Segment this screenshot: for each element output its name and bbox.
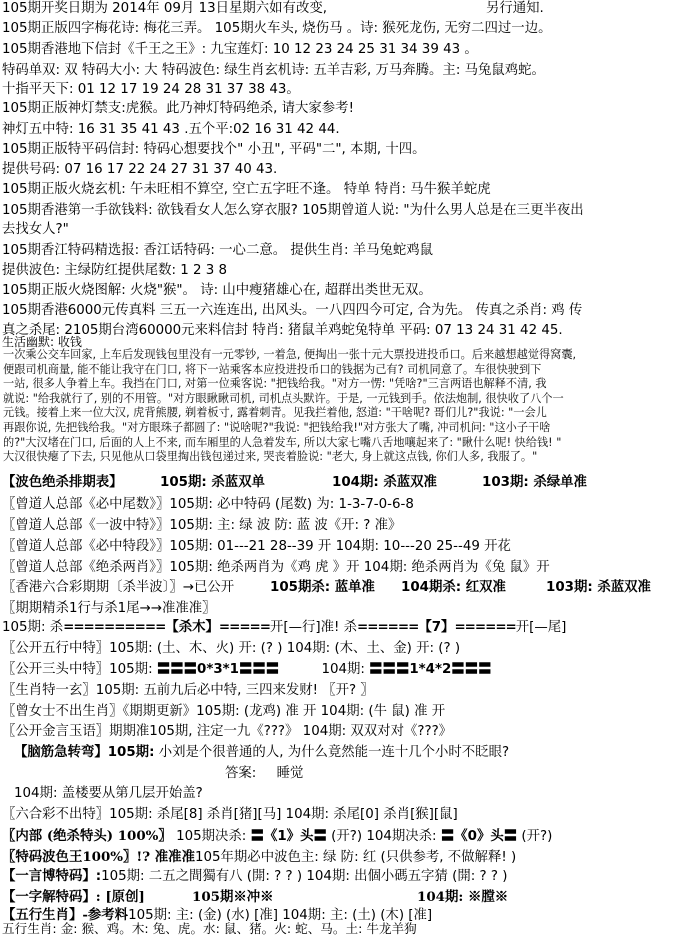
must-segment-line <box>2 539 511 555</box>
ms-zeng-line <box>2 704 445 720</box>
one-wave-line <box>2 518 401 534</box>
one-char-title: 【一字解特码】: [原创] <box>2 889 145 905</box>
five-element-line <box>2 641 460 657</box>
story-line: 元钱。接着上来一位大汉, 虎背熊腰, 剃着板寸, 露着刺青。见我拦着他, 怒道: "干啥呢? 哥们儿?"我说: "一会儿 <box>3 406 547 420</box>
fire-diagram-text: 105期正版火烧图解: 火烧"猴"。 诗: 山中瘦猪雄心在, 超群出类世无双。 <box>2 283 432 298</box>
story-line: 便跟司机商量, 能不能让我守在门口, 将下一站乘客本应投进投币口的钱据为己有? 司机同意了。车很快驶到下 <box>3 362 542 376</box>
three-head-code-104: 〓〓〓1*4*2〓〓〓 <box>369 662 492 677</box>
wave-color-text: 提供波色: 主绿防红提供尾数: 1 2 3 8 <box>2 263 228 278</box>
story-line: 再跟你说, 先把钱给我。"对方眼珠子都圆了: "说啥呢?"我说: "把钱给我!"对方张大了嘴, 冲司机问: "这小子干啥 <box>3 420 551 434</box>
story-line: 的?"大汉堵在门口, 后面的人上不来, 而车厢里的人急着发车, 所以大家七嘴八舌地嚷起来了: "瞅什么呢! 快给钱! " <box>3 435 562 449</box>
fire-mystery-text: 105期正版火烧玄机: 午未旺相不算空, 空亡五字旺不逢。 特单 特肖: 马牛猴羊蛇虎 <box>2 182 491 197</box>
story-line: 就说: "给我就行了, 别的不用管。"对方眼瞅瞅司机, 司机点头默许。于是, 一元钱到手。依法炮制, 很快收了八个一 <box>3 391 564 405</box>
hk-first-hand-cont-text: 去找女人?" <box>2 222 69 237</box>
wave-king-text: 105年期必中波色主: 绿 防: 红 (只供参考, 不做解释! ) <box>194 850 517 865</box>
line-wave-color <box>2 263 227 279</box>
kill-two-text: 〖曾道人总部《绝杀两肖》〗105期: 绝杀两肖为《鸡 虎 》开 104期: 绝杀两肖为《兔 鼠》开 <box>2 560 550 575</box>
code-odd-even-text: 特码单双: 双 特码大小: 大 特码波色: 绿生肖玄机诗: 五羊吉彩, 万马奔腾。主: 马兔鼠鸡蛇。 <box>2 63 545 78</box>
separator: ========== <box>63 620 166 635</box>
lamp-five-text: 神灯五中特: 16 31 35 41 43 .五个平:02 16 31 42 44. <box>2 122 340 137</box>
wave-kill-title: 【波色绝杀排期表】 <box>2 475 123 490</box>
humor-story <box>3 348 683 465</box>
must-tail-line <box>2 497 414 513</box>
story-line: 大汉很快瘪了下去, 只见他从口袋里掏出钱包递过来, 哭丧着脸说: "老大, 身上就这点钱, 你们人多, 我服了。" <box>3 450 538 464</box>
line-fax-tail <box>2 323 563 339</box>
wave-kill-105: 105期: 杀蓝双单 <box>160 475 265 490</box>
lamp-ban-text: 105期正版神灯禁支:虎猴。此乃神灯特码绝杀, 请大家参考! <box>2 101 354 116</box>
line-fire-mystery <box>2 182 491 198</box>
one-char-105: 105期※冲※ <box>192 889 274 905</box>
ms-zeng-text: 〖曾女士不出生肖〗《期期更新》105期: (龙鸡) 准 开 104期: (牛 鼠) 准 开 <box>2 704 446 719</box>
one-word-code-title: 【一言博特码】: <box>2 869 102 884</box>
kill-two-line <box>2 560 550 576</box>
kill-wood-mid: 开[—行]准! 杀 <box>269 620 358 635</box>
provided-numbers-text: 提供号码: 07 16 17 22 24 27 31 37 40 43. <box>2 162 278 177</box>
five-element-text: 〖公开五行中特〗105期: (土、木、火) 开: (? ) 104期: (木、土、金) 开: (? ) <box>2 641 461 656</box>
kill-wood-suffix: 开[—尾] <box>515 620 567 635</box>
kill-wood-prefix: 105期: 杀 <box>2 620 64 635</box>
fax-6000-text: 105期香港6000元传真料 三五一六连连出, 出风头。一八四四今可定, 合为先。 传真之杀肖: 鸡 传 <box>2 303 583 318</box>
notice-text: 另行通知. <box>486 1 544 16</box>
draw-date-text: 105期开奖日期为 2014年 09月 13日星期六如有改变, <box>2 1 327 16</box>
wave-kill-103: 103期: 杀绿单准 <box>482 475 587 490</box>
kill-tail-label: 【7】 <box>418 620 455 635</box>
golden-words-text: 〖公开金言玉语〗期期准105期, 注定一九《???》 104期: 双双对对《???》 <box>2 724 453 739</box>
story-line: 一站, 很多人争着上车。我挡在门口, 对第一位乘客说: "把钱给我。"对方一愣: "凭啥?"三言两语也解释不清, 我 <box>3 377 547 391</box>
kill-row-tail-line <box>2 601 216 617</box>
answer-value: 睡觉 <box>276 766 304 781</box>
internal-kill-code-104: 〓《0》头〓 <box>440 829 518 844</box>
hk-half-wave-title: 〖香港六合彩期期〔杀半波〕〗→已公开 <box>2 580 235 595</box>
five-zodiac-list-text: 五行生肖: 金: 猴、鸡。木: 兔、虎。水: 鼠、猪。火: 蛇、马。土: 牛龙羊狗 <box>2 921 417 936</box>
three-head-104-label: 104期: <box>321 662 365 677</box>
line-hk-envelope <box>2 42 478 58</box>
hk-first-hand-text: 105期香港第一手欲钱料: 欲钱看女人怎么穿衣服? 105期曾道人说: "为什么男人总是在三更半夜出 <box>2 203 584 218</box>
must-tail-text: 〖曾道人总部《必中尾数》〗105期: 必中特码 (尾数) 为: 1-3-7-0-6-8 <box>2 497 414 512</box>
line-provided-numbers <box>2 162 277 178</box>
line-fire-diagram <box>2 283 432 299</box>
line-xiangjiang <box>2 243 433 259</box>
flat-code-text: 105期正版特平码信封: 特码心想要找个" 小丑", 平码"二", 本期, 十四。 <box>2 142 426 157</box>
answer-label: 答案: <box>225 766 257 781</box>
internal-kill-105-label: 105期决杀: <box>176 829 247 844</box>
wave-king-title: 〖特码波色王100%〗!? 准准准 <box>2 849 195 865</box>
must-segment-text: 〖曾道人总部《必中特段》〗105期: 01---21 28--39 开 104期: 10---20 25--49 开花 <box>2 539 511 554</box>
wave-kill-schedule <box>2 475 587 491</box>
five-zodiac-title: 【五行生肖】-参考料 <box>2 907 129 923</box>
line-flat-code <box>2 142 426 158</box>
humor-title-text: 生活幽默: 收钱 <box>2 335 82 349</box>
line-lamp-five <box>2 122 340 138</box>
ten-fingers-text: 十指平天下: 01 12 17 19 24 28 31 37 38 43。 <box>2 82 300 97</box>
story-line: 一次乘公交车回家, 上车后发现钱包里没有一元零钞, 一着急, 便掏出一张十元大票投进投币口。后来越想越觉得窝囊, <box>3 348 577 361</box>
fax-tail-text: 真之杀尾: 2105期台湾60000元来料信封 特肖: 猪鼠羊鸡蛇兔特单 平码: 07 13 24 31 42 45. <box>2 323 563 338</box>
one-wave-text: 〖曾道人总部《一波中特》〗105期: 主: 绿 波 防: 蓝 波《开: ? 准》 <box>2 518 402 533</box>
hk-envelope-text: 105期香港地下信封《千王之王》: 九宝莲灯: 10 12 23 24 25 31 34 39 43 。 <box>2 42 478 57</box>
brain-teaser-title: 【脑筋急转弯】105期: <box>14 745 155 760</box>
hk-half-wave-line <box>2 580 651 596</box>
golden-words-line <box>2 724 452 740</box>
separator: ====== <box>357 620 419 635</box>
line-ten-fingers <box>2 82 300 98</box>
brain-teaser-question: 小刘是个很普通的人, 为什么竟然能一连十几个小时不眨眼? <box>154 745 510 760</box>
one-word-code-text: 105期: 二五之間獨有八 (開: ? ? ) 104期: 出個小碼五字猜 (開: ? ? ) <box>101 869 508 884</box>
line-fax-6000 <box>2 303 582 319</box>
floor-question-line <box>14 786 203 802</box>
no-special-text: 〖六合彩不出特〗105期: 杀尾[8] 杀肖[猪][马] 104期: 杀尾[0] 杀肖[猴][鼠] <box>2 807 458 822</box>
half-wave-105: 105期杀: 蓝单准 <box>270 580 375 595</box>
zodiac-special-line <box>2 683 374 699</box>
plum-poem-text: 105期正版四字梅花诗: 梅花三弄。 105期火车头, 烧伤马 。诗: 猴死龙伤, 无穷二四过一边。 <box>2 21 552 36</box>
internal-kill-open: (开?) <box>521 829 553 844</box>
wave-king-line <box>2 849 516 866</box>
line-draw-date <box>2 1 544 17</box>
no-special-line <box>2 807 458 823</box>
internal-kill-line <box>2 828 552 845</box>
internal-kill-code-105: 〓《1》头〓 <box>250 829 327 844</box>
three-head-code-105: 〓〓〓0*3*1〓〓〓 <box>156 662 280 677</box>
line-lamp-ban <box>2 101 354 117</box>
brain-teaser-answer <box>225 766 303 782</box>
xiangjiang-text: 105期香江特码精选报: 香江话特码: 一心二意。 提供生肖: 羊马兔蛇鸡鼠 <box>2 243 434 258</box>
line-plum-poem <box>2 21 551 37</box>
half-wave-103: 103期: 杀蓝双准 <box>546 580 651 595</box>
kill-wood-label: 【杀木】 <box>165 620 219 635</box>
one-char-line <box>2 889 509 906</box>
line-code-odd-even <box>2 63 545 79</box>
internal-kill-104-label: (开?) 104期决杀: <box>331 829 437 844</box>
one-word-code-line <box>2 869 507 885</box>
wave-kill-104: 104期: 杀蓝双准 <box>332 475 437 490</box>
separator: ===== <box>218 620 270 635</box>
three-head-line <box>2 662 491 678</box>
kill-wood-line <box>2 620 566 636</box>
internal-kill-title: 〖内部 (绝杀特头) 100%〗 <box>2 828 172 844</box>
brain-teaser-line <box>14 745 509 761</box>
one-char-104: 104期: ※膛※ <box>417 889 509 905</box>
three-head-title: 〖公开三头中特〗105期: <box>2 662 153 677</box>
kill-row-tail-text: 〖期期精杀1行与杀1尾→→准准准〗 <box>2 601 216 616</box>
separator: ====== <box>454 620 516 635</box>
line-hk-first-hand <box>2 203 584 219</box>
line-hk-first-hand-cont <box>2 222 69 238</box>
floor-question-text: 104期: 盖楼要从第几层开始盖? <box>14 786 203 801</box>
five-zodiac-text: 105期: 主: (金) (水) [准] 104期: 主: (土) (木) [准] <box>128 908 433 923</box>
zodiac-special-text: 〖生肖特一玄〗105期: 五前九后必中特, 三四来发财! 〖开? 〗 <box>2 683 374 698</box>
half-wave-104: 104期杀: 红双准 <box>401 580 506 595</box>
